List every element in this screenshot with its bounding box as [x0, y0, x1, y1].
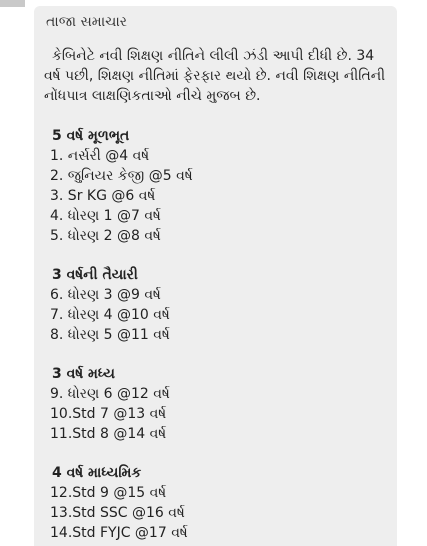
section-preparatory [44, 265, 387, 345]
list-item: 4. ધોરણ 1 @7 વર્ષ [50, 208, 161, 224]
section-heading: 5 વર્ષ મૂળભૂત [52, 128, 130, 144]
list-item: 8. ધોરણ 5 @11 વર્ષ [50, 327, 170, 343]
list-item: 13.Std SSC @16 વર્ષ [50, 505, 185, 521]
section-list [44, 285, 387, 345]
list-item: 5. ધોરણ 2 @8 વર્ષ [50, 228, 161, 244]
section-list [44, 483, 387, 543]
section-heading: 4 વર્ષ માધ્યમિક [52, 465, 142, 481]
section-heading: 3 વર્ષ મધ્ય [52, 366, 115, 382]
list-item: 3. Sr KG @6 વર્ષ [50, 188, 156, 204]
section-secondary [44, 463, 387, 543]
list-item: 14.Std FYJC @17 વર્ષ [50, 525, 188, 541]
list-item: 10.Std 7 @13 વર્ષ [50, 406, 167, 422]
section-basic [44, 126, 387, 246]
section-list [44, 384, 387, 444]
message-intro: કેબિનેટે નવી શિક્ષણ નીતિને લીલી ઝંડી આપી દીધી છે. 34 વર્ષ પછી, શિક્ષણ નીતિમાં ફેરફાર થયો છે. નવી શિક્ષણ નીતિની નોંધપાત્ર લાક્ષણિકતાઓ નીચે મુજબ છે. [44, 48, 386, 104]
list-item: 1. નર્સરી @4 વર્ષ [50, 148, 150, 164]
list-item: 11.Std 8 @14 વર્ષ [50, 426, 167, 442]
section-list [44, 146, 387, 246]
section-middle [44, 364, 387, 444]
list-item: 12.Std 9 @15 વર્ષ [50, 485, 167, 501]
section-heading: 3 વર્ષની તૈયારી [52, 267, 138, 283]
message-title: તાજા સમાચાર [46, 14, 127, 30]
list-item: 6. ધોરણ 3 @9 વર્ષ [50, 287, 161, 303]
avatar[interactable] [0, 0, 25, 7]
list-item: 2. જુનિયર કેજી @5 વર્ષ [50, 168, 193, 184]
message-bubble[interactable] [34, 6, 397, 546]
list-item: 9. ધોરણ 6 @12 વર્ષ [50, 386, 170, 402]
list-item: 7. ધોરણ 4 @10 વર્ષ [50, 307, 170, 323]
